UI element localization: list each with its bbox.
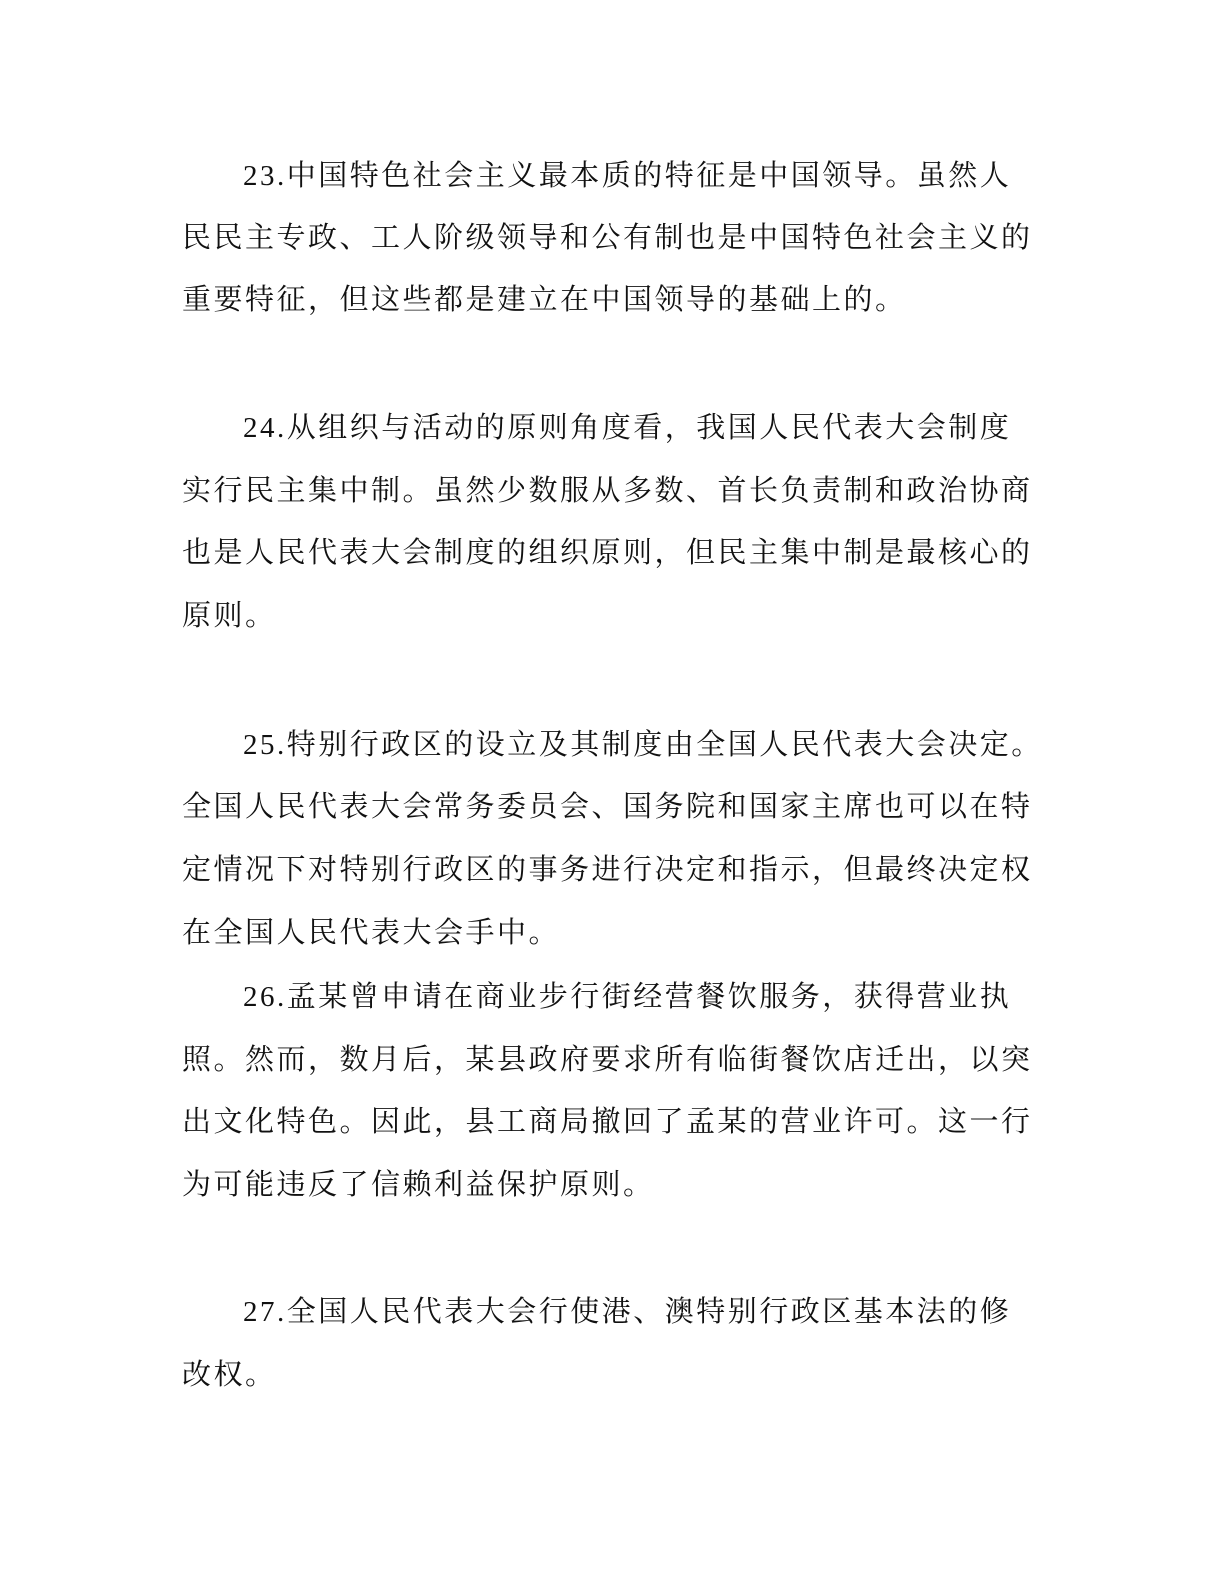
- paragraph-25-line-2: 全国人民代表大会常务委员会、国务院和国家主席也可以在特: [182, 791, 1033, 823]
- paragraph-24-line-2: 实行民主集中制。虽然少数服从多数、首长负责制和政治协商: [182, 475, 1033, 507]
- paragraph-24-line-3: 也是人民代表大会制度的组织原则，但民主集中制是最核心的: [182, 537, 1033, 569]
- paragraph-25-line-3: 定情况下对特别行政区的事务进行决定和指示，但最终决定权: [182, 854, 1033, 886]
- paragraph-26-line-1: 26.孟某曾申请在商业步行街经营餐饮服务，获得营业执: [243, 981, 1012, 1013]
- paragraph-26-line-4: 为可能违反了信赖利益保护原则。: [182, 1169, 655, 1201]
- paragraph-24-line-1: 24.从组织与活动的原则角度看，我国人民代表大会制度: [243, 412, 1012, 444]
- paragraph-25-line-1: 25.特别行政区的设立及其制度由全国人民代表大会决定。: [243, 729, 1043, 761]
- paragraph-27-line-1: 27.全国人民代表大会行使港、澳特别行政区基本法的修: [243, 1296, 1012, 1328]
- paragraph-26-line-3: 出文化特色。因此，县工商局撤回了孟某的营业许可。这一行: [182, 1106, 1033, 1138]
- paragraph-27-line-2: 改权。: [182, 1359, 277, 1391]
- paragraph-25-line-4: 在全国人民代表大会手中。: [182, 917, 561, 949]
- paragraph-24-line-4: 原则。: [182, 600, 277, 632]
- paragraph-26-line-2: 照。然而，数月后，某县政府要求所有临街餐饮店迁出，以突: [182, 1044, 1033, 1076]
- paragraph-23-line-3: 重要特征，但这些都是建立在中国领导的基础上的。: [182, 284, 907, 316]
- paragraph-23-line-2: 民民主专政、工人阶级领导和公有制也是中国特色社会主义的: [182, 222, 1033, 254]
- paragraph-23-line-1: 23.中国特色社会主义最本质的特征是中国领导。虽然人: [243, 160, 1012, 192]
